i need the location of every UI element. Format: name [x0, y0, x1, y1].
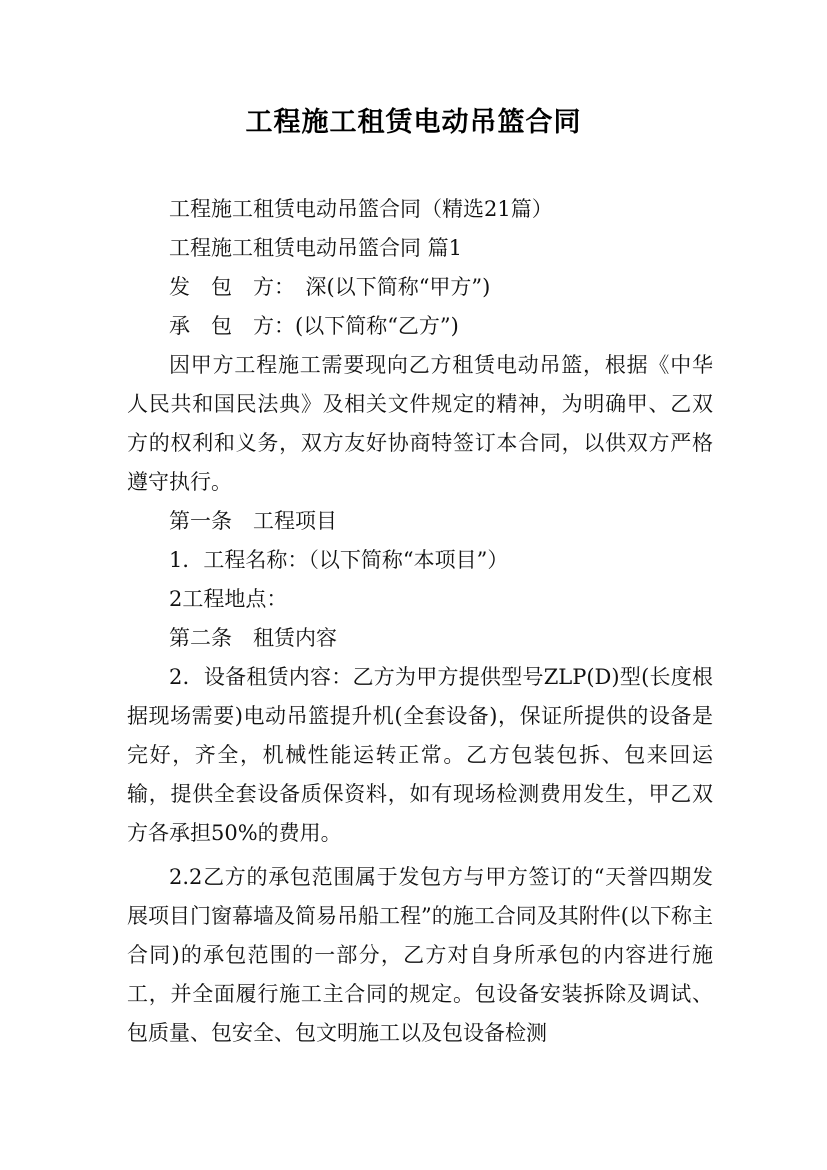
- document-title: 工程施工租赁电动吊篮合同: [245, 107, 582, 138]
- paragraph-project-name: 1．工程名称：（以下简称“本项目”）: [169, 548, 509, 572]
- paragraph-project-location: 2工程地点：: [169, 587, 288, 611]
- paragraph-subtitle: 工程施工租赁电动吊篮合同（精选21篇）: [169, 197, 553, 221]
- paragraph-preamble: 因甲方工程施工需要现向乙方租赁电动吊篮，根据《中华人民共和国民法典》及相关文件规定的精神，为明确甲、乙双方的权利和义务，双方友好协商特签订本合同，以供双方严格遵守执行。: [127, 353, 713, 494]
- paragraph-article-2-heading: 第二条 租赁内容: [169, 626, 337, 650]
- document-body: [127, 190, 713, 1053]
- paragraph-party-a: 发 包 方： 深(以下简称“甲方”): [169, 275, 491, 299]
- paragraph-party-b: 承 包 方：(以下简称“乙方”): [169, 314, 459, 338]
- paragraph-equipment-lease: 2．设备租赁内容：乙方为甲方提供型号ZLP(D)型(长度根据现场需要)电动吊篮提升机(全套设备)，保证所提供的设备是完好，齐全，机械性能运转正常。乙方包装包拆、包来回运输，提供全套设备质保资料，如有现场检测费用发生，甲乙双方各承担50%的费用。: [127, 665, 713, 845]
- paragraph-scope: 2.2乙方的承包范围属于发包方与甲方签订的“天誉四期发展项目门窗幕墙及简易吊船工程”的施工合同及其附件(以下称主合同)的承包范围的一部分，乙方对自身所承包的内容进行施工，并全面履行施工主合同的规定。包设备安装拆除及调试、包质量、包安全、包文明施工以及包设备检测: [127, 865, 713, 1045]
- paragraph-chapter-heading: 工程施工租赁电动吊篮合同 篇1: [169, 236, 463, 260]
- paragraph-article-1-heading: 第一条 工程项目: [169, 509, 337, 533]
